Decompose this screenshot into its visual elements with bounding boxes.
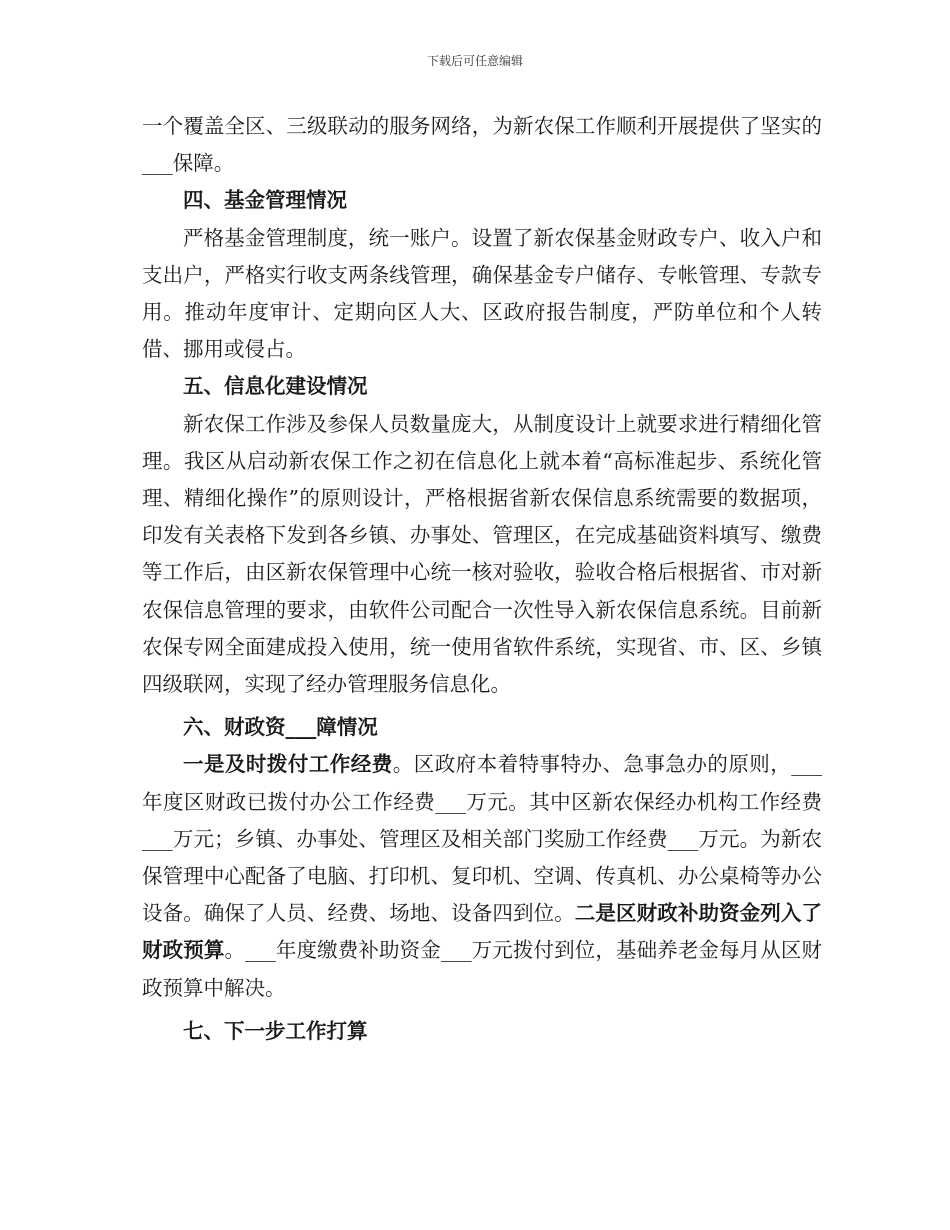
heading-informatization: 五、信息化建设情况: [183, 374, 368, 399]
paragraph-finance-funding: [142, 746, 822, 1006]
page-header: 下载后可任意编辑: [426, 54, 523, 68]
heading-finance-guarantee: 六、财政资___障情况: [183, 715, 378, 740]
text-budget: 。___年度缴费补助资金___万元拨付到位，基础养老金每月从区财政预算中解决。: [142, 938, 822, 1000]
paragraph-network: 一个覆盖全区、三级联动的服务网络，为新农保工作顺利开展提供了坚实的___保障。: [142, 114, 822, 176]
heading-next-steps: 七、下一步工作打算: [183, 1018, 368, 1043]
paragraph-informatization: 新农保工作涉及参保人员数量庞大，从制度设计上就要求进行精细化管理。我区从启动新农保工作之初在信息化上就本着“高标准起步、系统化管理、精细化操作”的原则设计，严格根据省新农保信息系统需要的数据项，印发有关表格下发到各乡镇、办事处、管理区，在完成基础资料填写、缴费等工作后，由区新农保管理中心统一核对验收，验收合格后根据省、市对新农保信息管理的要求，由软件公司配合一次性导入新农保信息系统。目前新农保专网全面建成投入使用，统一使用省软件系统，实现省、市、区、乡镇四级联网，实现了经办管理服务信息化。: [142, 411, 822, 697]
paragraph-fund-management: 严格基金管理制度，统一账户。设置了新农保基金财政专户、收入户和支出户，严格实行收支两条线管理，确保基金专户储存、专帐管理、专款专用。推动年度审计、定期向区人大、区政府报告制度，严防单位和个人转借、挪用或侵占。: [142, 225, 822, 362]
document-body: [142, 108, 822, 1050]
bold-lead-funding: 一是及时拨付工作经费: [183, 752, 393, 777]
heading-fund-management: 四、基金管理情况: [183, 188, 347, 213]
text-funding: 。区政府本着特事特办、急事急办的原则，___年度区财政已拨付办公工作经费___万元。其中区新农保经办机构工作经费___万元；乡镇、办事处、管理区及相关部门奖励工作经费___万元。为新农保管理中心配备了电脑、打印机、复印机、空调、传真机、办公桌椅等办公设备。确保了人员、经费、场地、设备四到位。: [142, 752, 823, 926]
bold-lead-budget: 二是区财政补助资金列入了财政预算: [142, 901, 822, 963]
